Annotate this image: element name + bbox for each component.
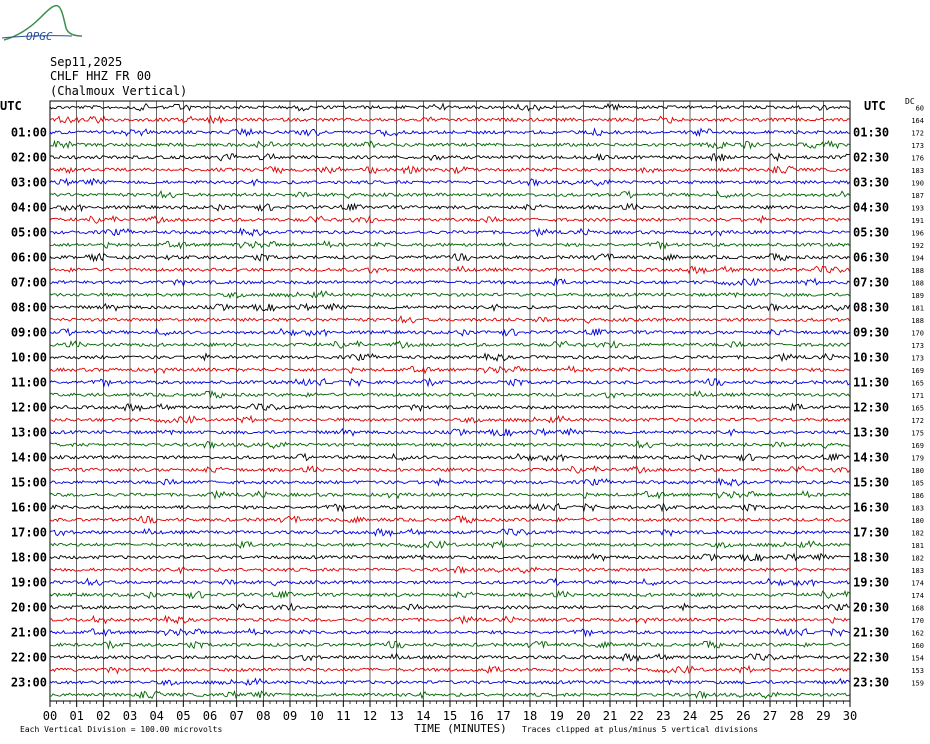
right-halfhour-label: 20:30 [853, 600, 890, 615]
left-hour-label: 06:00 [10, 250, 47, 265]
footer-scale-note: Each Vertical Division = 100.00 microvolts [20, 725, 223, 734]
right-halfhour-label: 14:30 [853, 450, 890, 465]
dc-value-label: 183 [911, 166, 924, 175]
right-halfhour-label: 19:30 [853, 575, 890, 590]
dc-value-label: 159 [911, 679, 924, 688]
left-hour-label: 18:00 [10, 550, 47, 565]
dc-value-label: 191 [911, 216, 924, 225]
left-hour-label: 07:00 [10, 275, 47, 290]
right-halfhour-label: 08:30 [853, 300, 890, 315]
left-hour-label: 19:00 [10, 575, 47, 590]
left-hour-label: 14:00 [10, 450, 47, 465]
left-hour-label: 01:00 [10, 125, 47, 140]
opgc-logo [2, 6, 82, 43]
x-tick-label: 15 [442, 709, 458, 723]
dc-value-label: 165 [911, 404, 924, 413]
left-utc-label: UTC [0, 99, 22, 113]
left-hour-label: 21:00 [10, 625, 47, 640]
right-halfhour-label: 07:30 [853, 275, 890, 290]
right-utc-label: UTC [864, 99, 886, 113]
right-dc-label: DC [905, 97, 915, 106]
x-tick-label: 17 [496, 709, 511, 723]
dc-value-label: 170 [911, 329, 924, 338]
x-tick-label: 21 [602, 709, 618, 723]
dc-value-label: 153 [911, 666, 924, 675]
x-tick-label: 27 [762, 709, 778, 723]
right-halfhour-label: 04:30 [853, 200, 890, 215]
x-tick-label: 23 [656, 709, 671, 723]
x-axis-ticks [43, 701, 857, 723]
right-halfhour-label: 05:30 [853, 225, 890, 240]
dc-value-label: 189 [911, 291, 924, 300]
x-tick-label: 26 [736, 709, 751, 723]
dc-value-label: 165 [911, 379, 924, 388]
x-tick-label: 07 [229, 709, 244, 723]
dc-value-label: 60 [915, 104, 924, 113]
left-hour-label: 02:00 [10, 150, 47, 165]
right-halfhour-label: 06:30 [853, 250, 890, 265]
x-tick-label: 18 [522, 709, 538, 723]
x-tick-label: 13 [389, 709, 404, 723]
dc-value-label: 174 [911, 579, 924, 588]
left-hour-label: 08:00 [10, 300, 47, 315]
dc-value-label: 154 [911, 654, 924, 663]
header-station: CHLF HHZ FR 00 [50, 69, 152, 83]
footer-clip-note: Traces clipped at plus/minus 5 vertical divisions [522, 725, 759, 734]
dc-value-label: 181 [911, 304, 924, 313]
dc-value-label: 172 [911, 129, 924, 138]
dc-value-label: 162 [911, 629, 924, 638]
dc-value-label: 173 [911, 354, 924, 363]
right-halfhour-label: 03:30 [853, 175, 890, 190]
dc-value-label: 173 [911, 141, 924, 150]
dc-value-label: 168 [911, 604, 924, 613]
dc-value-label: 182 [911, 554, 924, 563]
left-hour-label: 12:00 [10, 400, 47, 415]
dc-value-label: 172 [911, 416, 924, 425]
left-hour-label: 10:00 [10, 350, 47, 365]
dc-value-label: 179 [911, 454, 924, 463]
x-tick-label: 08 [256, 709, 271, 723]
x-tick-label: 02 [96, 709, 111, 723]
x-tick-label: 12 [362, 709, 378, 723]
grid-layer [77, 101, 824, 701]
x-tick-label: 03 [122, 709, 138, 723]
right-halfhour-label: 18:30 [853, 550, 890, 565]
right-halfhour-label: 12:30 [853, 400, 890, 415]
dc-value-label: 174 [911, 591, 924, 600]
x-tick-label: 04 [149, 709, 164, 723]
dc-value-label: 181 [911, 541, 924, 550]
x-tick-label: 25 [709, 709, 724, 723]
x-tick-label: 30 [842, 709, 858, 723]
right-halfhour-label: 16:30 [853, 500, 890, 515]
x-tick-label: 29 [816, 709, 831, 723]
dc-value-label: 192 [911, 241, 924, 250]
left-hour-label: 22:00 [10, 650, 47, 665]
right-halfhour-label: 11:30 [853, 375, 890, 390]
left-hour-label: 20:00 [10, 600, 47, 615]
x-tick-label: 11 [336, 709, 351, 723]
left-hour-label: 23:00 [10, 675, 47, 690]
left-hour-labels [11, 125, 47, 689]
dc-value-label: 194 [911, 254, 924, 263]
dc-value-label: 188 [911, 316, 924, 325]
right-halfhour-label: 17:30 [853, 525, 890, 540]
header-date: Sep11,2025 [50, 55, 123, 69]
left-hour-label: 03:00 [10, 175, 47, 190]
dc-value-label: 190 [911, 179, 924, 188]
dc-value-label: 160 [911, 641, 924, 650]
dc-value-label: 183 [911, 504, 924, 513]
x-axis-title: TIME (MINUTES) [414, 722, 507, 735]
left-hour-label: 05:00 [10, 225, 47, 240]
dc-value-label: 182 [911, 529, 924, 538]
x-tick-label: 19 [549, 709, 564, 723]
x-tick-label: 28 [789, 709, 804, 723]
left-hour-label: 13:00 [10, 425, 47, 440]
right-halfhour-label: 15:30 [853, 475, 890, 490]
x-tick-label: 10 [309, 709, 324, 723]
dc-value-label: 170 [911, 616, 924, 625]
dc-value-label: 164 [911, 116, 924, 125]
x-tick-label: 14 [416, 709, 431, 723]
right-halfhour-labels [853, 125, 889, 689]
dc-value-label: 176 [911, 154, 924, 163]
x-tick-label: 00 [42, 709, 58, 723]
right-halfhour-label: 22:30 [853, 650, 890, 665]
right-halfhour-label: 02:30 [853, 150, 890, 165]
dc-value-label: 193 [911, 204, 924, 213]
dc-value-label: 180 [911, 516, 924, 525]
x-tick-label: 01 [69, 709, 84, 723]
left-hour-label: 04:00 [10, 200, 47, 215]
right-halfhour-label: 23:30 [853, 675, 890, 690]
right-halfhour-label: 09:30 [853, 325, 890, 340]
left-hour-label: 16:00 [10, 500, 47, 515]
left-hour-label: 15:00 [10, 475, 47, 490]
dc-value-label: 186 [911, 491, 924, 500]
dc-value-label: 188 [911, 266, 924, 275]
dc-value-label: 187 [911, 191, 924, 200]
x-tick-label: 16 [469, 709, 484, 723]
dc-value-label: 183 [911, 566, 924, 575]
x-tick-label: 24 [682, 709, 698, 723]
dc-value-label: 171 [911, 391, 924, 400]
dc-value-label: 188 [911, 279, 924, 288]
right-halfhour-label: 10:30 [853, 350, 890, 365]
dc-value-label: 180 [911, 466, 924, 475]
left-hour-label: 09:00 [10, 325, 47, 340]
dc-value-label: 169 [911, 441, 924, 450]
right-halfhour-label: 01:30 [853, 125, 890, 140]
dc-value-label: 196 [911, 229, 924, 238]
dc-value-label: 175 [911, 429, 924, 438]
x-tick-label: 05 [176, 709, 191, 723]
left-hour-label: 17:00 [10, 525, 47, 540]
dc-value-label: 185 [911, 479, 924, 488]
dc-value-labels [911, 104, 924, 687]
header-location: (Chalmoux Vertical) [50, 84, 188, 98]
x-tick-label: 09 [282, 709, 298, 723]
left-hour-label: 11:00 [10, 375, 47, 390]
right-halfhour-label: 21:30 [853, 625, 890, 640]
dc-value-label: 169 [911, 366, 924, 375]
logo-text: OPGC [26, 30, 53, 43]
x-tick-label: 20 [576, 709, 591, 723]
dc-value-label: 173 [911, 341, 924, 350]
right-halfhour-label: 13:30 [853, 425, 890, 440]
x-tick-label: 06 [202, 709, 218, 723]
x-tick-label: 22 [629, 709, 644, 723]
